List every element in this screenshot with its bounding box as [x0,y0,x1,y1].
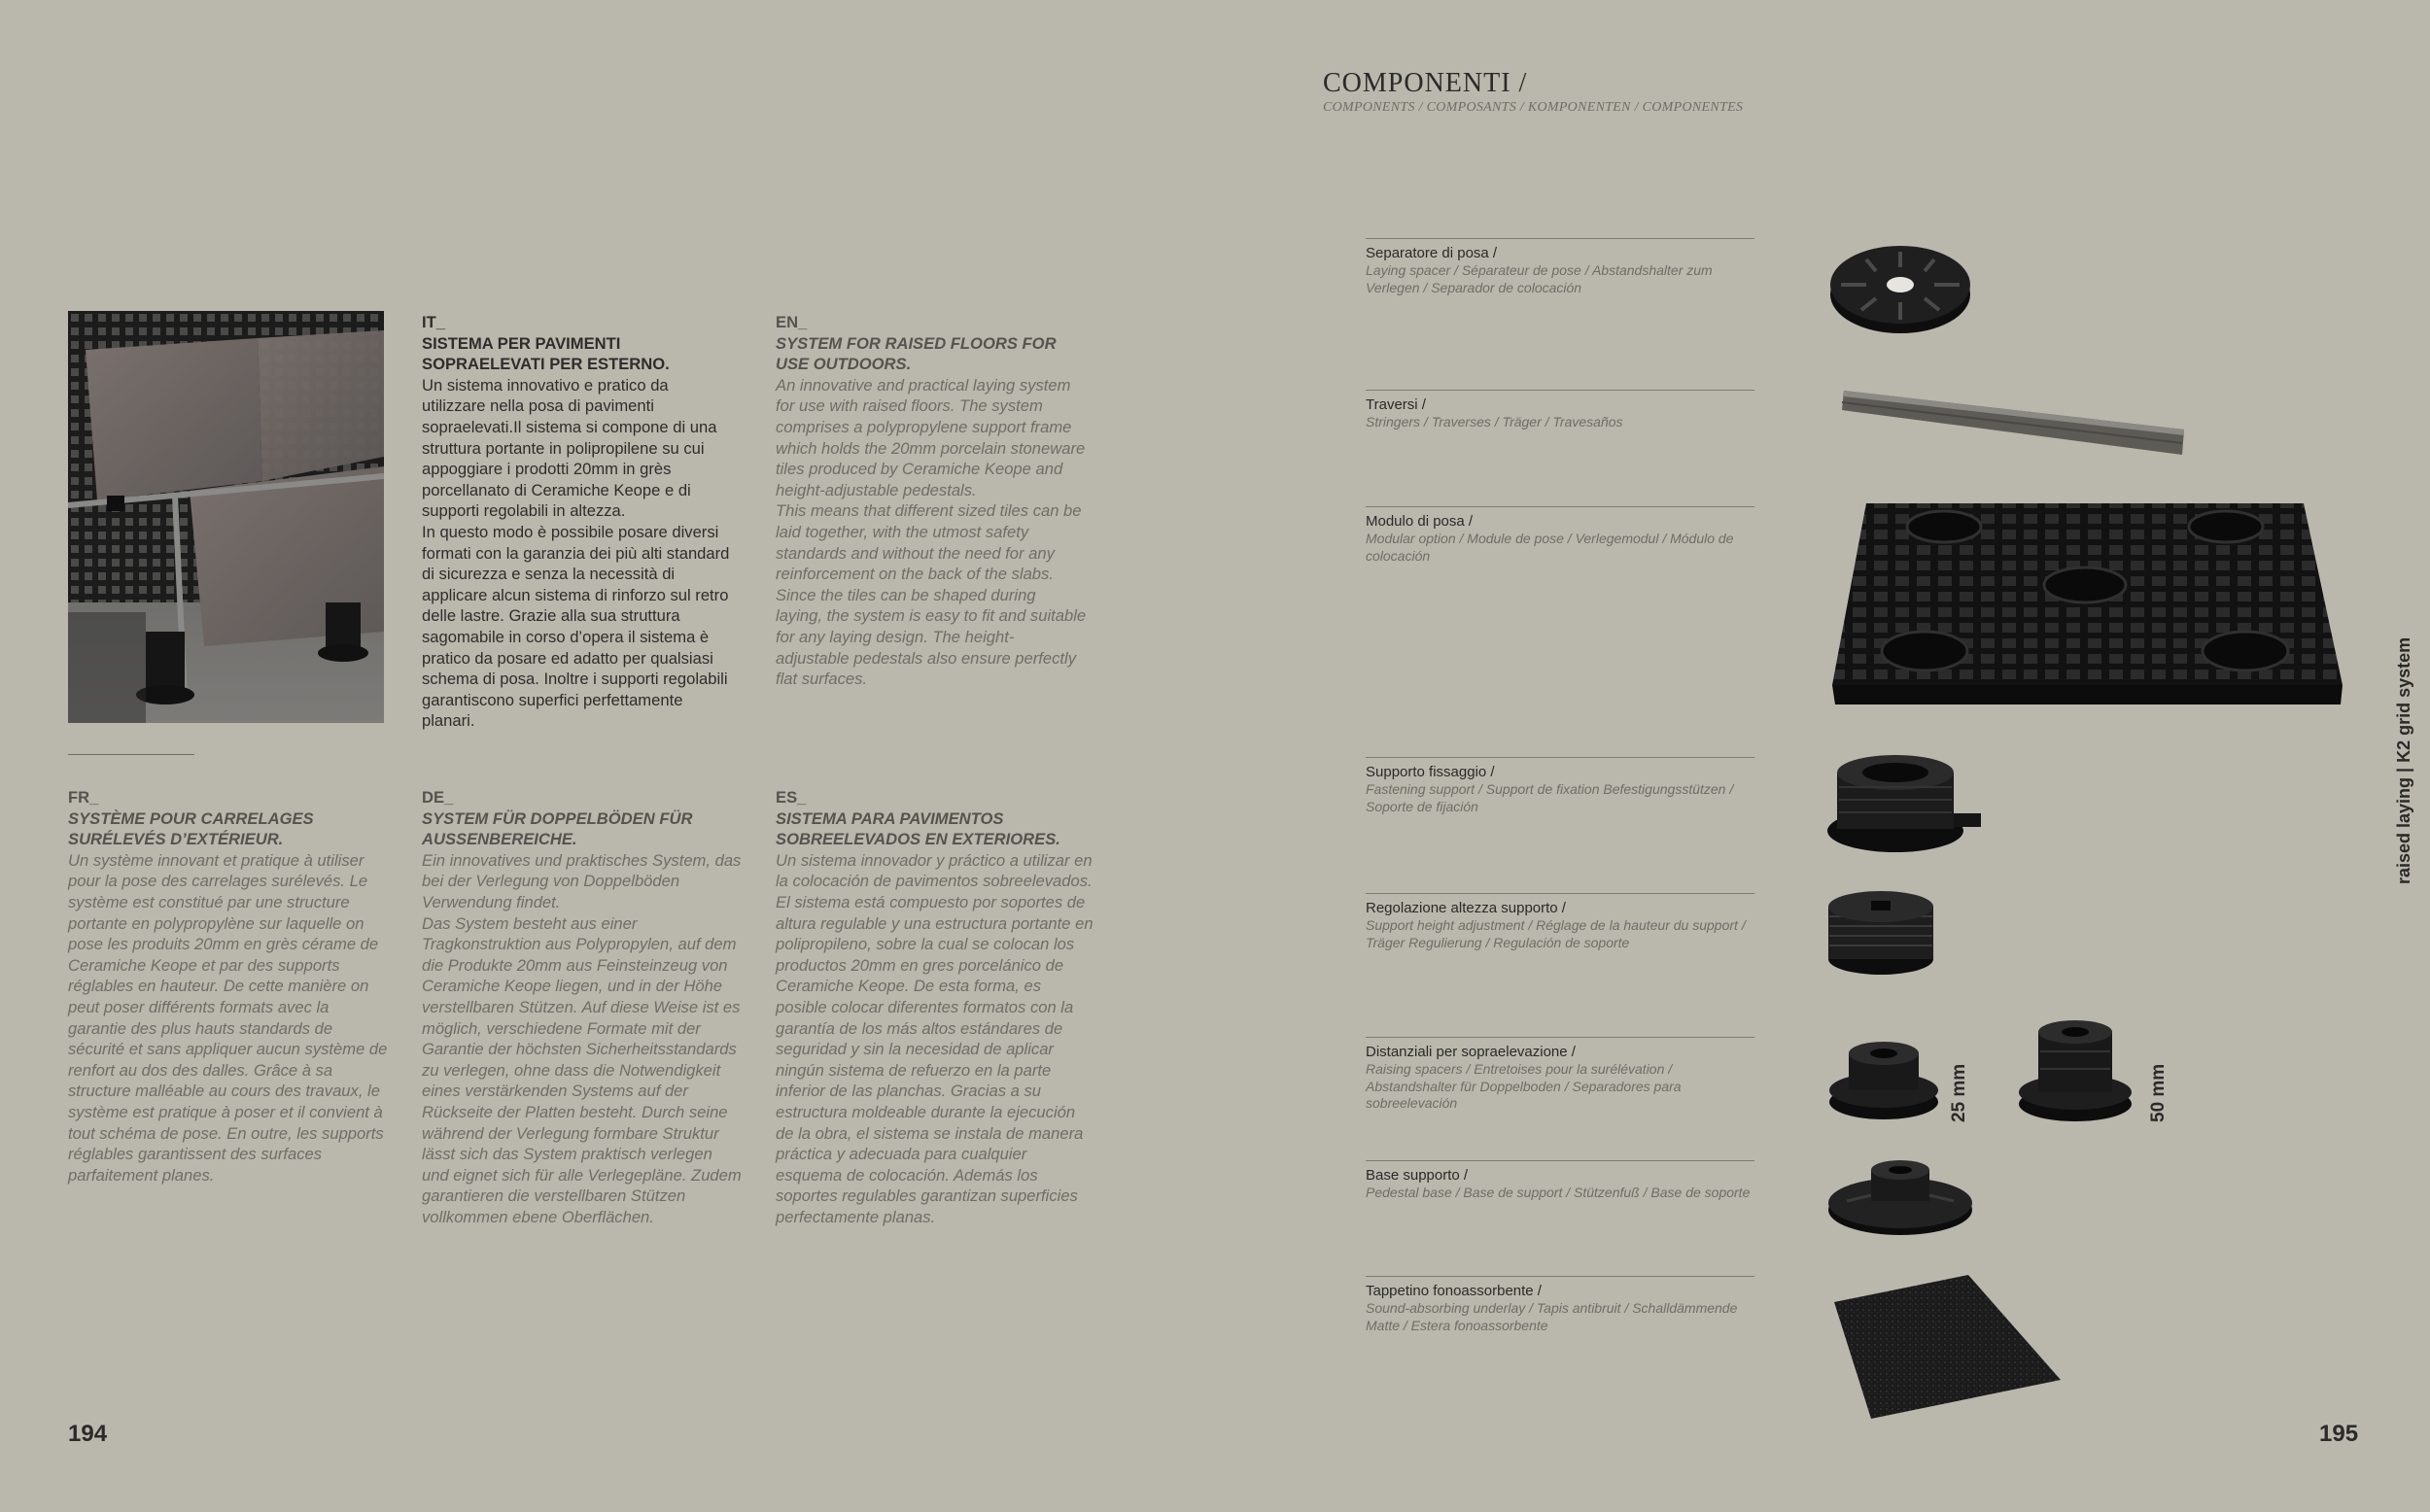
spacer-size-label: 50 mm [2148,1063,2169,1122]
component-item [1366,1276,1754,1334]
component-item [1366,506,1754,565]
component-item [1366,390,1754,431]
body-en: An innovative and practical laying system for use with raised floors. The system comprises a polypropylene support frame which holds the 20mm porcelain stoneware tiles produced by Ceramiche Keope and height-adjustable pedestals. This means that different sized tiles can be laid together, with the utmost safety standards and without the need for any reinforcement on the back of the slabs. Since the tiles can be shaped during laying, the system is easy to fit and suitable for any laying design. The height-adjustable pedestals also ensure perfectly flat surfaces. [776,375,1087,689]
page-number-right: 195 [2319,1421,2359,1447]
component-divider [1366,1276,1754,1277]
body-it: Un sistema innovativo e pratico da utilizzare nella posa di pavimenti sopraelevati.Il sistema si compone di una struttura portante in polipropilene su cui appoggiare i prodotti 20mm in grès porcellanato di Ceramiche Keope e di supporti regolabili in altezza. In questo modo è possibile posare diversi formati con la garanzia dei più alti standard di sicurezza e senza la necessità di applicare alcun sistema di rinforzo sul retro delle lastre. Grazie alla sua struttura sagomabile in corso d’opera il sistema è pratico da posare ed adatto per qualsiasi schema di posa. Inoltre i supporti regolabili garantiscono superfici perfettamente planari. [422,375,730,731]
heading-fr: SYSTÈME POUR CARRELAGES SURÉLEVÉS D’EXTÉRIEUR. [68,808,314,849]
component-translations: Sound-absorbing underlay / Tapis antibruit / Schalldämmende Matte / Estera fonoassorbente [1366,1300,1738,1333]
pedestal-base-image [1827,1156,1978,1239]
side-section-label: raised laying | K2 grid system [2394,636,2413,884]
component-translations: Modular option / Module de pose / Verlegemodul / Módulo de colocación [1366,531,1734,564]
component-name: Modulo di posa / [1366,513,1474,530]
laying-spacer-image [1827,238,1973,335]
component-translations: Raising spacers / Entretoises pour la surélévation / Abstandshalter für Doppelboden / Separadores para sobreelevación [1366,1061,1682,1111]
component-divider [1366,1160,1754,1161]
component-name: Base supporto / [1366,1167,1469,1184]
lang-code-en: EN_ [776,313,808,331]
component-translations: Laying spacer / Séparateur de pose / Abstandshalter zum Verlegen / Separador de colocación [1366,262,1713,295]
component-item [1366,238,1754,296]
fastening-support-image [1827,753,1993,860]
component-divider [1366,390,1754,391]
lang-code-es: ES_ [776,788,807,807]
body-es: Un sistema innovador y práctico a utilizar en la colocación de pavimentos sobreelevados. El sistema está compuesto por soportes de altura regulable y una estructura portante en polipropileno, sobre la cual se colocan los productos 20mm en gres porcelánico de Ceramiche Keope. De esta forma, es posible colocar diferentes formatos con la garantía de los más altos estándares de seguridad y sin la necesidad de aplicar ningún sistema de refuerzo en la parte inferior de las planchas. Gracias a su estructura moldeable durante la ejecución de la obra, el sistema se instala de manera práctica y adecuada para cualquier esquema de colocación. Además los soportes regulables garantizan superficies perfectamente planas. [776,850,1094,1226]
sound-absorbing-underlay-image [1832,1273,2066,1428]
spacer-size-label: 25 mm [1949,1063,1969,1122]
heading-en: SYSTEM FOR RAISED FLOORS FOR USE OUTDOORS. [776,333,1057,374]
stringer-image [1842,379,2187,462]
component-translations: Fastening support / Support de fixation Befestigungsstützen / Soporte de fijación [1366,781,1734,814]
text-column-en [776,312,1087,690]
component-name: Separatore di posa / [1366,245,1498,261]
component-divider [1366,1037,1754,1038]
heading-it: SISTEMA PER PAVIMENTI SOPRAELEVATI PER ESTERNO. [422,333,670,374]
raising-spacer-25mm-image [1827,1032,1944,1124]
component-divider [1366,238,1754,239]
text-column-de [422,787,743,1227]
page-subtitle: COMPONENTS / COMPOSANTS / KOMPONENTEN / COMPONENTES [1323,100,1744,115]
height-adjustment-image [1827,889,1944,977]
divider-line [68,754,194,755]
lang-code-de: DE_ [422,788,454,807]
component-name: Distanziali per sopraelevazione / [1366,1044,1576,1060]
body-de: Ein innovatives und praktisches System, das bei der Verlegung von Doppelböden Verwendung findet. Das System besteht aus einer Tragkonstruktion aus Polypropylen, auf dem die Produkte 20mm aus Feinsteinzeug von Ceramiche Keope liegen, und in der Höhe verstellbaren Stützen. Auf diese Weise ist es möglich, verschiedene Formate mit der Garantie der höchsten Sicherheitsstandards zu verlegen, ohne dass die Notwendigkeit eines verstärkenden Systems auf der Rückseite der Platten besteht. Durch seine während der Verlegung formbare Struktur lässt sich das System praktisch verlegen und eignet sich für alle Verlegepläne. Zudem garantieren die verstellbaren Stützen vollkommen ebene Oberflächen. [422,850,742,1226]
text-column-fr [68,787,389,1186]
component-item [1366,1037,1754,1113]
component-divider [1366,893,1754,894]
component-name: Supporto fissaggio / [1366,764,1495,780]
lang-code-it: IT_ [422,313,445,331]
component-item [1366,1160,1754,1202]
component-divider [1366,757,1754,758]
modular-grid-image [1827,496,2352,714]
text-column-es [776,787,1096,1227]
page-number-left: 194 [68,1421,108,1447]
raised-floor-photo [68,311,384,723]
component-name: Traversi / [1366,396,1426,413]
page-title: COMPONENTI / [1323,68,1528,98]
component-name: Tappetino fonoassorbente / [1366,1283,1542,1299]
lang-code-fr: FR_ [68,788,99,807]
text-column-it [422,312,733,732]
component-translations: Pedestal base / Base de support / Stützenfuß / Base de soporte [1366,1185,1751,1200]
component-translations: Support height adjustment / Réglage de la hauteur du support / Träger Regulierung / Regulación de soporte [1366,917,1746,950]
component-divider [1366,506,1754,507]
component-item [1366,893,1754,951]
component-name: Regolazione altezza supporto / [1366,900,1566,916]
component-translations: Stringers / Traverses / Träger / Travesaños [1366,414,1623,430]
heading-de: SYSTEM FÜR DOPPELBÖDEN FÜR AUSSENBEREICHE. [422,808,693,849]
component-item [1366,757,1754,815]
body-fr: Un système innovant et pratique à utiliser pour la pose des carrelages surélevés. Le système est constitué par une structure portante en polypropylène sur laquelle on pose les produits 20mm en grès cérame de Ceramiche Keope et par des supports réglables en hauteur. De cette manière on peut poser différents formats avec la garantie des plus hauts standards de sécurité et sans appliquer aucun système de renfort au dos des dalles. Grâce à sa structure malléable au cours des travaux, le système est pratique à poser et il convient à tout schéma de pose. En outre, les supports réglables garantissent des surfaces parfaitement planes. [68,850,388,1185]
raising-spacer-50mm-image [2017,1013,2138,1124]
heading-es: SISTEMA PARA PAVIMENTOS SOBREELEVADOS EN EXTERIORES. [776,808,1060,849]
